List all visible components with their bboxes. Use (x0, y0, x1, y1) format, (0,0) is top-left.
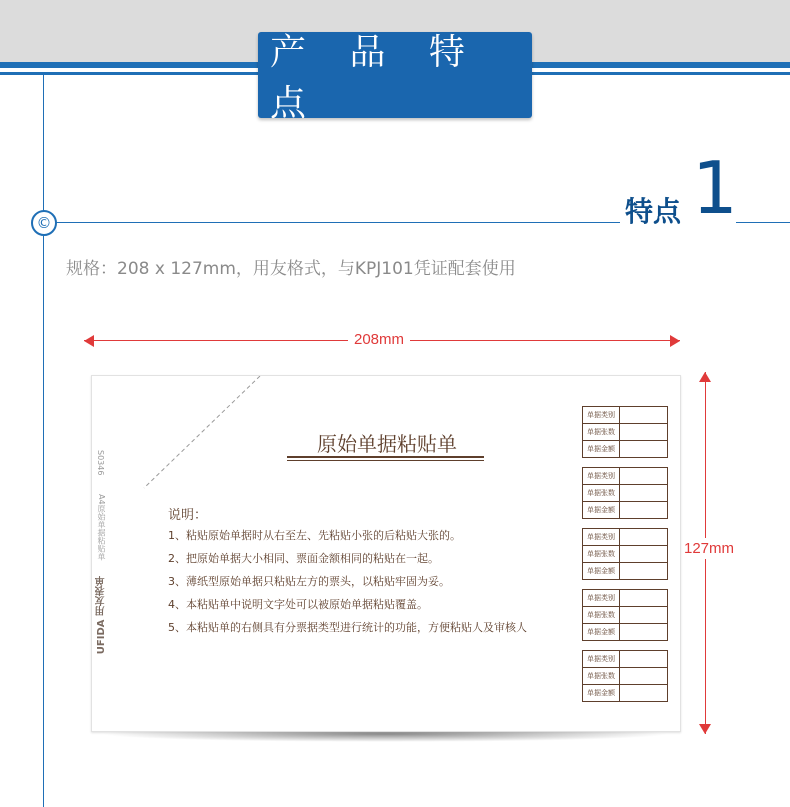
note-item: 4、本粘贴单中说明文字处可以被原始单据粘贴覆盖。 (168, 598, 428, 611)
tally-box (582, 467, 668, 519)
tally-box (582, 589, 668, 641)
tally-cell (620, 563, 667, 579)
tally-label: 单据张数 (583, 607, 620, 623)
tally-label: 单据金额 (583, 685, 620, 701)
tally-label: 单据类别 (583, 590, 620, 606)
tally-box (582, 406, 668, 458)
feature-rule-right (736, 222, 790, 223)
tally-cell (620, 668, 667, 684)
width-label: 208mm (348, 331, 410, 348)
title-underline-thin (287, 460, 484, 461)
tally-boxes (582, 406, 668, 711)
tally-row (583, 407, 667, 424)
tally-label: 单据张数 (583, 485, 620, 501)
tally-label: 单据金额 (583, 441, 620, 457)
tally-cell (620, 685, 667, 701)
tally-label: 单据类别 (583, 468, 620, 484)
tally-box (582, 650, 668, 702)
tally-row (583, 624, 667, 640)
tally-label: 单据张数 (583, 424, 620, 440)
tally-label: 单据张数 (583, 668, 620, 684)
note-item: 3、薄纸型原始单据只粘贴左方的票头，以粘贴牢固为妥。 (168, 575, 450, 588)
tally-row (583, 485, 667, 502)
note-item: 1、粘贴原始单据时从右至左、先粘贴小张的后粘贴大张的。 (168, 529, 461, 542)
notes-heading: 说明： (168, 508, 208, 523)
document-sheet (91, 375, 681, 732)
title-underline (287, 456, 484, 458)
tally-row (583, 468, 667, 485)
arrow-right-icon (670, 335, 680, 347)
tally-box (582, 528, 668, 580)
tally-label: 单据类别 (583, 651, 620, 667)
diagonal-cut-line (92, 376, 272, 496)
tally-cell (620, 624, 667, 640)
arrow-up-icon (699, 372, 711, 382)
arrow-down-icon (699, 724, 711, 734)
tally-row (583, 685, 667, 701)
tally-cell (620, 485, 667, 501)
height-label: 127mm (684, 540, 735, 557)
side-subtitle: A4原始单据粘贴单 (97, 494, 106, 561)
side-code: S0346 (96, 450, 105, 476)
notes-list (168, 524, 527, 639)
document-title: 原始单据粘贴单 (317, 432, 457, 456)
left-rule (43, 75, 44, 807)
tally-row (583, 563, 667, 579)
tally-row (583, 441, 667, 457)
side-brand: UFIDA 用友表单 (96, 576, 107, 655)
tally-cell (620, 468, 667, 484)
arrow-left-icon (84, 335, 94, 347)
tally-cell (620, 502, 667, 518)
copyright-icon: © (31, 210, 57, 236)
tally-label: 单据类别 (583, 529, 620, 545)
height-dimension (684, 372, 735, 734)
note-item: 5、本粘贴单的右侧具有分票据类型进行统计的功能，方便粘贴人及审核人 (168, 621, 527, 634)
tally-cell (620, 441, 667, 457)
tally-row (583, 590, 667, 607)
tally-label: 单据类别 (583, 407, 620, 423)
feature-number: 1 (692, 146, 738, 230)
tally-row (583, 607, 667, 624)
tally-label: 单据金额 (583, 563, 620, 579)
tally-cell (620, 607, 667, 623)
tally-cell (620, 529, 667, 545)
feature-rule-left (55, 222, 620, 223)
tally-cell (620, 407, 667, 423)
note-item: 2、把原始单据大小相同、票面金额相同的粘贴在一起。 (168, 552, 439, 565)
tally-cell (620, 424, 667, 440)
tally-label: 单据张数 (583, 546, 620, 562)
feature-label: 特点 (625, 195, 682, 228)
tally-cell (620, 590, 667, 606)
tally-row (583, 651, 667, 668)
tally-row (583, 546, 667, 563)
tally-row (583, 502, 667, 518)
tally-row (583, 668, 667, 685)
tally-row (583, 529, 667, 546)
section-banner: 产 品 特 点 (258, 32, 532, 118)
tally-cell (620, 546, 667, 562)
tally-row (583, 424, 667, 441)
width-dimension (84, 333, 680, 349)
tally-cell (620, 651, 667, 667)
spec-text: 规格：208 x 127mm，用友格式，与KPJ101凭证配套使用 (66, 259, 516, 279)
tally-label: 单据金额 (583, 502, 620, 518)
tally-label: 单据金额 (583, 624, 620, 640)
